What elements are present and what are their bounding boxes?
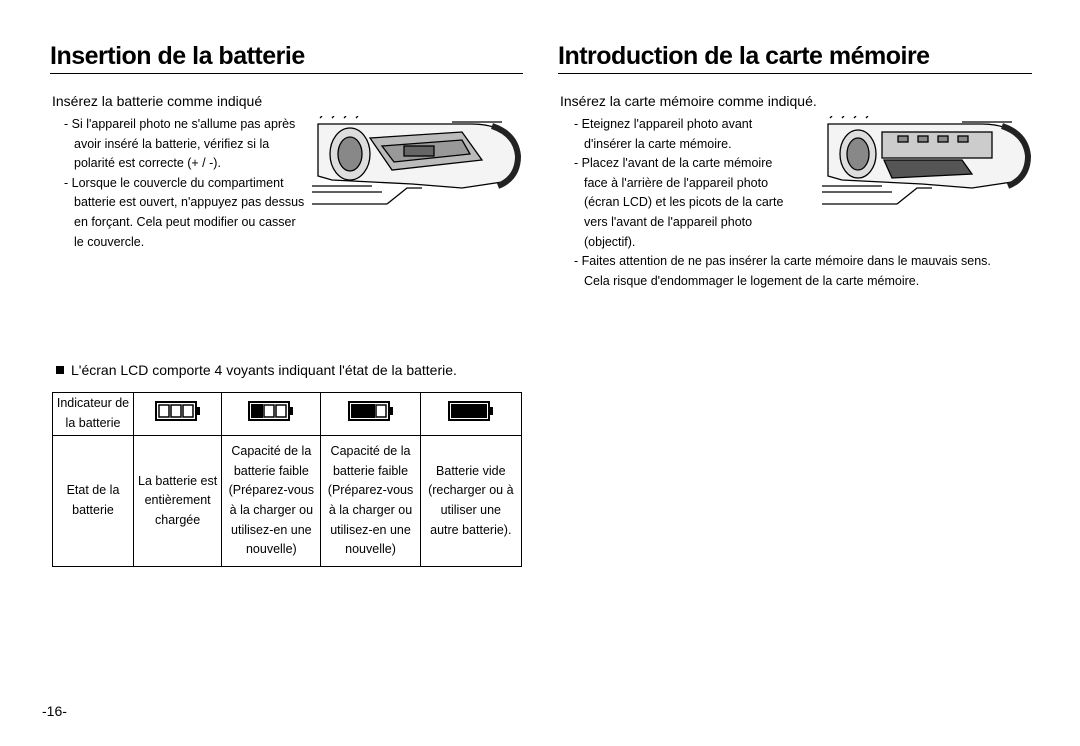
memory-card-bullet-3: - Faites attention de ne pas insérer la carte mémoire dans le mauvais sens. Cela risque d'endommager le logement de la carte mémoire.: [574, 254, 991, 288]
table-cell: [420, 436, 521, 567]
state-text: Capacité de la batterie faible (Préparez-vous à la charger ou utilisez-en une nouvelle): [228, 444, 315, 557]
battery-full-icon: [155, 400, 201, 422]
table-cell: [53, 436, 134, 567]
section-title-memory-card: Introduction de la carte mémoire: [558, 42, 930, 70]
battery-bullet-1: - Si l'appareil photo ne s'allume pas après avoir inséré la batterie, vérifiez si la polarité est correcte (+ / -).: [64, 117, 296, 171]
table-cell: Indicateur de la batterie: [53, 393, 134, 436]
lcd-battery-note-text: L'écran LCD comporte 4 voyants indiquant l'état de la batterie.: [71, 362, 457, 378]
bullet-square-icon: [56, 366, 64, 374]
memory-card-intro: Insérez la carte mémoire comme indiqué.: [560, 93, 817, 109]
table-cell: [321, 393, 420, 436]
battery-instructions: [64, 115, 306, 252]
state-label: Etat de la batterie: [66, 483, 120, 517]
table-cell: [222, 393, 321, 436]
section-title-battery: Insertion de la batterie: [50, 42, 305, 70]
table-cell: [134, 436, 222, 567]
memory-card-instructions-top: [574, 115, 786, 252]
table-cell: [222, 436, 321, 567]
page-number: -16-: [42, 703, 67, 719]
title-rule-left: [50, 73, 523, 74]
battery-intro: Insérez la batterie comme indiqué: [52, 93, 263, 109]
battery-one-third-icon: [348, 400, 394, 422]
table-row: [53, 436, 522, 567]
battery-two-thirds-icon: [248, 400, 294, 422]
memory-card-instructions-bottom: [574, 252, 1014, 291]
battery-insertion-illustration: [312, 116, 524, 216]
lcd-battery-note: [56, 362, 457, 378]
table-row: [53, 393, 522, 436]
state-text: La batterie est entièrement chargée: [138, 473, 218, 527]
memory-card-bullet-2: - Placez l'avant de la carte mémoire face à l'arrière de l'appareil photo (écran LCD) et les picots de la carte vers l'avant de l'appareil photo (objectif).: [574, 156, 784, 249]
battery-bullet-2: - Lorsque le couvercle du compartiment batterie est ouvert, n'appuyez pas dessus en forçant. Cela peut modifier ou casser le couvercle.: [64, 175, 305, 249]
memory-card-insertion-illustration: [822, 116, 1032, 216]
memory-card-bullet-1: - Eteignez l'appareil photo avant d'insérer la carte mémoire.: [574, 117, 753, 151]
table-cell: [420, 393, 521, 436]
battery-empty-icon: [448, 400, 494, 422]
battery-indicator-table: [52, 392, 522, 567]
table-cell: [321, 436, 420, 567]
title-rule-right: [558, 73, 1032, 74]
state-text: Capacité de la batterie faible (Préparez-vous à la charger ou utilisez-en une nouvelle): [327, 444, 414, 557]
state-text: Batterie vide (recharger ou à utiliser une autre batterie).: [428, 463, 514, 537]
table-cell: [134, 393, 222, 436]
